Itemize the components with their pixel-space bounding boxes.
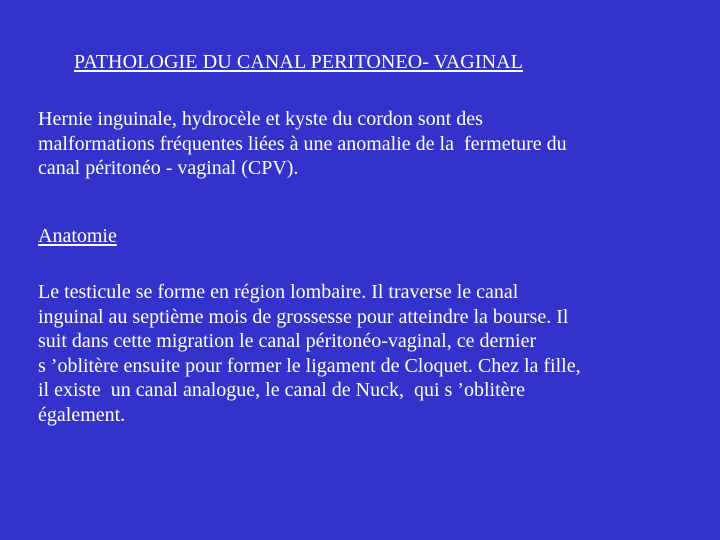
body-line: il existe un canal analogue, le canal de Nuck, qui s ’oblitère [38, 379, 526, 401]
section-heading-anatomie: Anatomie [38, 225, 117, 247]
anatomy-paragraph [38, 280, 581, 427]
slide-title: PATHOLOGIE DU CANAL PERITONEO- VAGINAL [74, 51, 523, 73]
body-line: s ’oblitère ensuite pour former le ligament de Cloquet. Chez la fille, [38, 354, 581, 377]
body-line: également. [38, 403, 126, 426]
intro-paragraph [38, 107, 567, 181]
body-line: suit dans cette migration le canal péritonéo-vaginal, ce dernier [38, 330, 537, 352]
body-line: inguinal au septième mois de grossesse pour atteindre la bourse. Il [38, 305, 569, 328]
body-line: Le testicule se forme en région lombaire. Il traverse le canal [38, 281, 519, 303]
intro-line: malformations fréquentes liées à une anomalie de la fermeture du [38, 132, 567, 155]
intro-line: canal péritonéo - vaginal (CPV). [38, 157, 299, 179]
intro-line: Hernie inguinale, hydrocèle et kyste du cordon sont des [38, 108, 483, 130]
